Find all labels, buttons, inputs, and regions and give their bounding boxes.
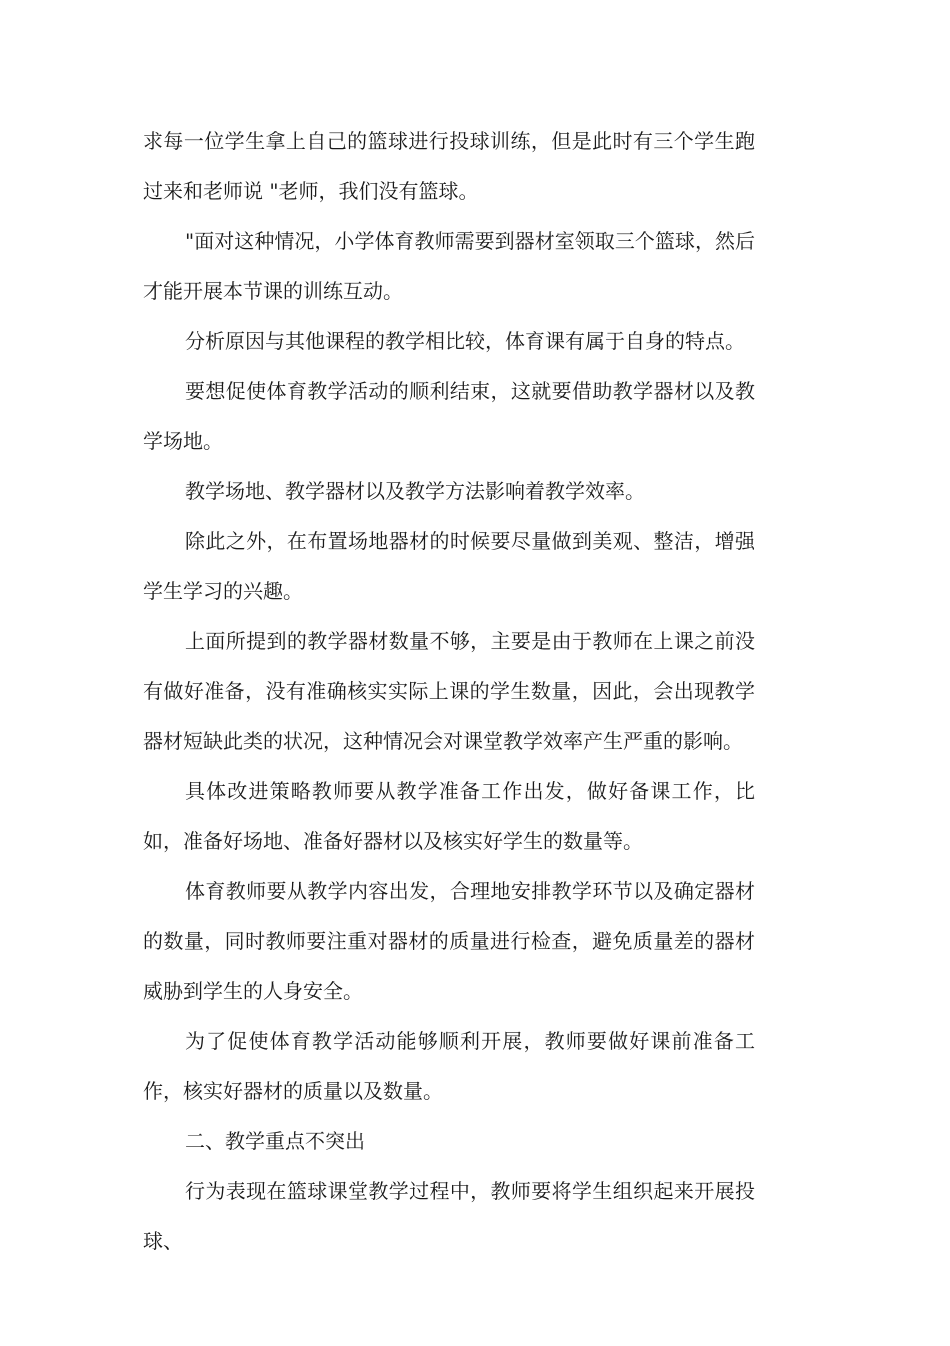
paragraph-10: 为了促使体育教学活动能够顺利开展，教师要做好课前准备工作，核实好器材的质量以及数量。 xyxy=(143,1029,755,1103)
document-body xyxy=(143,116,755,1266)
paragraph-3: 分析原因与其他课程的教学相比较，体育课有属于自身的特点。 xyxy=(185,329,745,353)
paragraph-2: "面对这种情况，小学体育教师需要到器材室领取三个篮球，然后才能开展本节课的训练互动。 xyxy=(143,229,755,303)
paragraph-11: 行为表现在篮球课堂教学过程中，教师要将学生组织起来开展投球、 xyxy=(143,1179,755,1253)
paragraph-4: 要想促使体育教学活动的顺利结束，这就要借助教学器材以及教学场地。 xyxy=(143,379,755,453)
paragraph-9: 体育教师要从教学内容出发，合理地安排教学环节以及确定器材的数量，同时教师要注重对器材的质量进行检查，避免质量差的器材威胁到学生的人身安全。 xyxy=(143,879,755,1003)
paragraph-7: 上面所提到的教学器材数量不够，主要是由于教师在上课之前没有做好准备，没有准确核实实际上课的学生数量，因此，会出现教学器材短缺此类的状况，这种情况会对课堂教学效率产生严重的影响。 xyxy=(143,629,755,753)
paragraph-6: 除此之外，在布置场地器材的时候要尽量做到美观、整洁，增强学生学习的兴趣。 xyxy=(143,529,755,603)
paragraph-5: 教学场地、教学器材以及教学方法影响着教学效率。 xyxy=(185,479,645,503)
paragraph-8: 具体改进策略教师要从教学准备工作出发，做好备课工作，比如，准备好场地、准备好器材以及核实好学生的数量等。 xyxy=(143,779,755,853)
paragraph-1: 求每一位学生拿上自己的篮球进行投球训练，但是此时有三个学生跑过来和老师说 "老师，我们没有篮球。 xyxy=(143,129,755,203)
section-heading: 二、教学重点不突出 xyxy=(185,1129,365,1153)
